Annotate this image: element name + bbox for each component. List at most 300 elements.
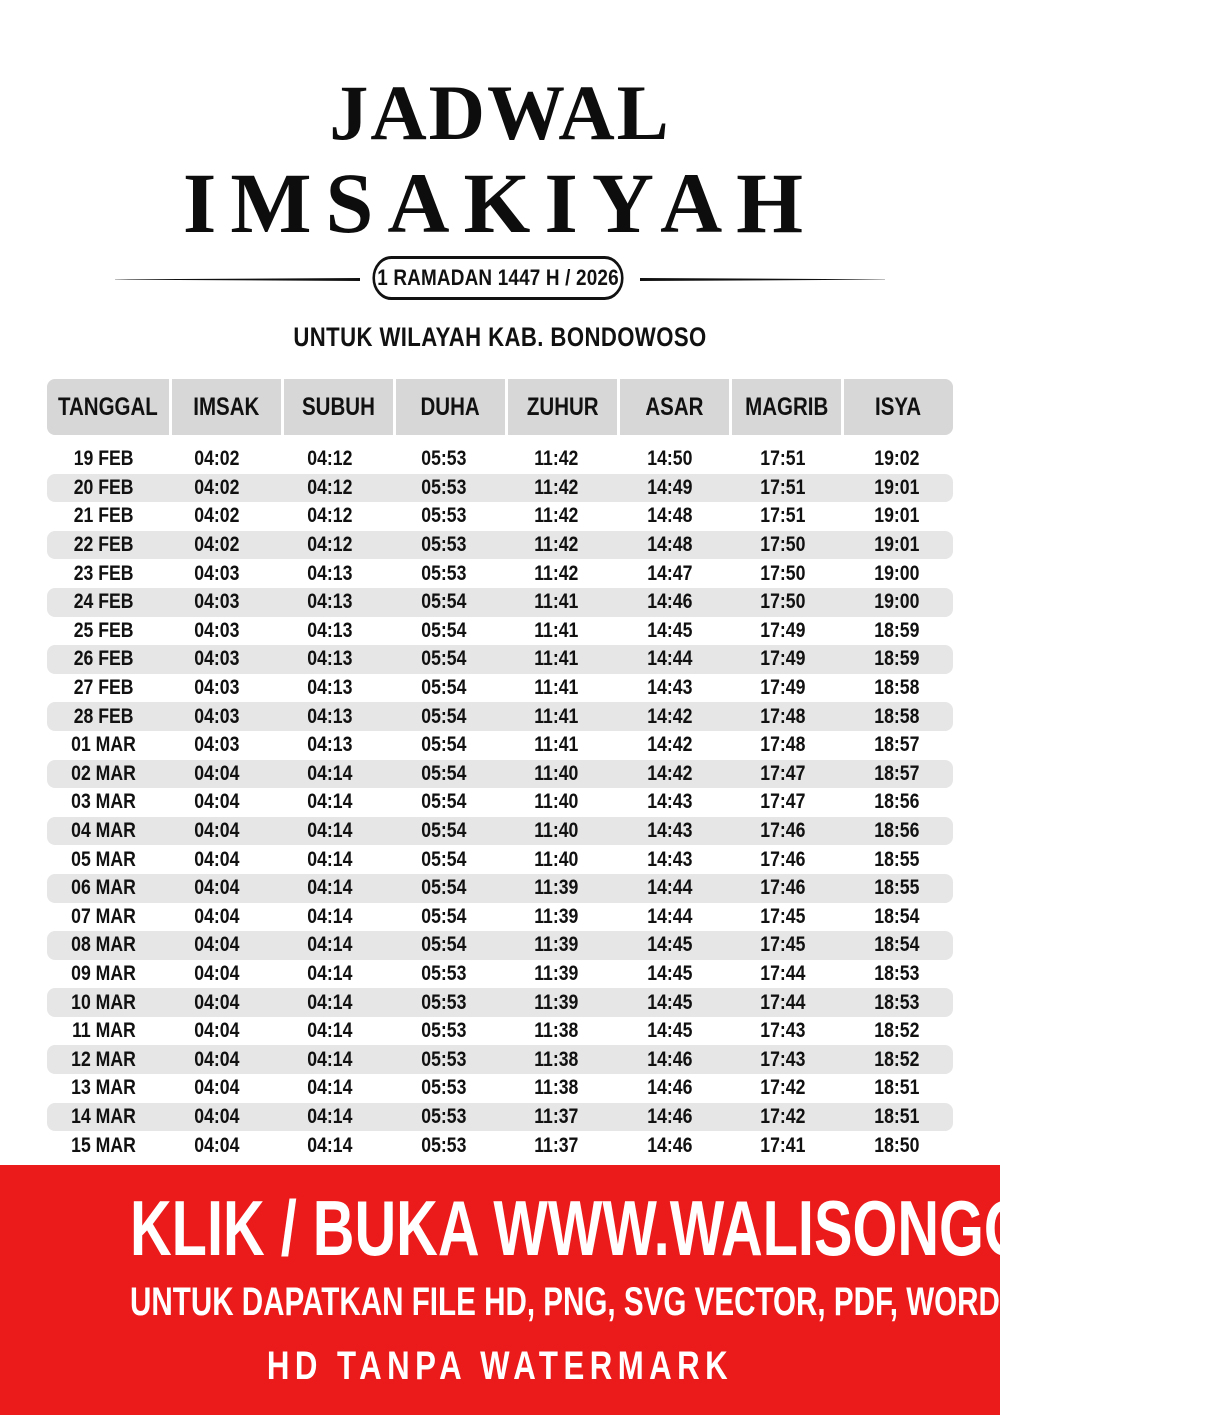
table-row [47,588,953,617]
cell-value: 14:46 [647,1047,693,1071]
cell-value: 14:42 [647,733,693,757]
cell-tanggal [47,676,160,700]
cell-subuh [274,762,387,786]
cell-tanggal [47,1048,160,1072]
cell-duha [387,590,500,614]
cell-subuh [274,905,387,929]
cell-isya [840,790,953,814]
cell-value: 04:12 [307,533,353,557]
cell-value: 17:45 [760,904,806,928]
cell-subuh [274,619,387,643]
table-row [47,1045,953,1074]
cell-value: 11:41 [534,733,579,757]
cell-tanggal [47,733,160,757]
cell-value: 04:04 [194,990,240,1014]
column-header-label: TANGGAL [57,392,158,421]
cell-value: 04:04 [194,847,240,871]
cell-value: 14:45 [647,990,693,1014]
table-row [47,845,953,874]
cell-zuhur [500,476,613,500]
cell-value: 05:54 [420,819,466,843]
cell-value: 17:47 [760,761,806,785]
cell-asar [613,991,726,1015]
cell-magrib [727,705,840,729]
cell-value: 11:40 [534,847,579,871]
cell-value: 04:14 [307,1047,353,1071]
cell-value: 14:42 [647,761,693,785]
cell-asar [613,447,726,471]
cell-value: 04:14 [307,1133,353,1157]
cell-imsak [160,705,273,729]
cell-tanggal [47,476,160,500]
cell-magrib [727,1048,840,1072]
table-row [47,474,953,503]
cell-isya [840,590,953,614]
cell-isya [840,991,953,1015]
table-row [47,788,953,817]
cell-value: 04:04 [194,961,240,985]
cell-value: 11:38 [534,1047,579,1071]
cell-asar [613,676,726,700]
cell-value: 14 MAR [71,1104,136,1128]
column-header-asar [617,379,729,435]
cell-value: 11:39 [534,933,579,957]
cell-magrib [727,733,840,757]
cell-isya [840,676,953,700]
table-row [47,702,953,731]
cell-value: 18:59 [873,647,919,671]
cell-zuhur [500,562,613,586]
cell-asar [613,933,726,957]
column-header-label: ZUHUR [526,392,599,421]
cell-asar [613,733,726,757]
cell-value: 17:41 [760,1133,806,1157]
cell-value: 19 FEB [73,447,134,471]
cell-tanggal [47,991,160,1015]
cell-value: 11:42 [534,475,579,499]
cell-value: 13 MAR [71,1076,136,1100]
cell-value: 05:54 [420,647,466,671]
cell-zuhur [500,790,613,814]
cell-magrib [727,619,840,643]
table-row [47,1017,953,1046]
cell-magrib [727,676,840,700]
cell-value: 18:51 [873,1104,919,1128]
cell-zuhur [500,905,613,929]
cell-asar [613,876,726,900]
cell-tanggal [47,705,160,729]
cell-value: 05:53 [420,447,466,471]
cell-duha [387,562,500,586]
cell-tanggal [47,619,160,643]
cell-asar [613,647,726,671]
cell-value: 17:46 [760,847,806,871]
cell-asar [613,504,726,528]
cell-zuhur [500,876,613,900]
cell-value: 05:53 [420,533,466,557]
cell-value: 18:57 [873,733,919,757]
cell-imsak [160,905,273,929]
cell-subuh [274,562,387,586]
cell-value: 18:56 [873,819,919,843]
cell-value: 11:42 [534,447,579,471]
table-row [47,445,953,474]
cell-value: 11:38 [534,1019,579,1043]
cell-subuh [274,590,387,614]
cell-value: 05:53 [420,561,466,585]
cell-zuhur [500,447,613,471]
cell-value: 17:51 [760,504,806,528]
cell-value: 05:53 [420,1047,466,1071]
ramadan-year-badge: 1 RAMADAN 1447 H / 2026 [372,256,623,300]
cell-value: 05:54 [420,590,466,614]
cell-value: 05:54 [420,761,466,785]
cell-magrib [727,848,840,872]
cell-value: 11:41 [534,676,579,700]
cell-tanggal [47,876,160,900]
cell-duha [387,991,500,1015]
cell-value: 18:59 [873,618,919,642]
cell-value: 04:03 [194,590,240,614]
cell-value: 04:04 [194,904,240,928]
cell-zuhur [500,676,613,700]
cell-value: 04:12 [307,447,353,471]
cell-asar [613,533,726,557]
cell-value: 04:14 [307,1019,353,1043]
table-row [47,960,953,989]
cell-tanggal [47,504,160,528]
cell-value: 11 MAR [71,1019,136,1043]
cell-value: 01 MAR [71,733,136,757]
column-header-label: IMSAK [193,392,260,421]
cell-asar [613,790,726,814]
cell-tanggal [47,590,160,614]
cell-value: 04:04 [194,1076,240,1100]
cell-tanggal [47,933,160,957]
cell-imsak [160,962,273,986]
cell-value: 11:40 [534,819,579,843]
cell-value: 04:04 [194,1104,240,1128]
cell-value: 04:14 [307,847,353,871]
cell-value: 18:53 [873,990,919,1014]
cell-value: 14:44 [647,876,693,900]
cell-magrib [727,991,840,1015]
cell-magrib [727,876,840,900]
column-header-isya [841,379,953,435]
column-header-zuhur [505,379,617,435]
cell-value: 18:54 [873,904,919,928]
cell-subuh [274,733,387,757]
cell-value: 14:45 [647,933,693,957]
table-row [47,731,953,760]
cell-value: 14:43 [647,819,693,843]
cell-isya [840,1105,953,1129]
table-row [47,1074,953,1103]
cell-value: 18:55 [873,876,919,900]
cell-imsak [160,933,273,957]
cell-tanggal [47,790,160,814]
cell-value: 11:39 [534,990,579,1014]
banner-subline: UNTUK DAPATKAN FILE HD, PNG, SVG VECTOR, PDF, WORD, EXCEL [130,1280,1116,1324]
cell-zuhur [500,504,613,528]
cell-asar [613,819,726,843]
cell-value: 17:45 [760,933,806,957]
cell-value: 04:04 [194,933,240,957]
cell-tanggal [47,1076,160,1100]
cell-value: 17:51 [760,475,806,499]
cell-zuhur [500,1048,613,1072]
cell-value: 14:46 [647,590,693,614]
region-subtitle: UNTUK WILAYAH KAB. BONDOWOSO [293,322,707,352]
cell-magrib [727,647,840,671]
cell-value: 04:02 [194,475,240,499]
page-title-line2: IMSAKIYAH [182,155,818,251]
table-row [47,988,953,1017]
cell-duha [387,848,500,872]
cell-asar [613,905,726,929]
cell-value: 19:02 [873,447,919,471]
table-row [47,874,953,903]
cell-subuh [274,1076,387,1100]
cell-value: 05:53 [420,475,466,499]
cell-asar [613,1076,726,1100]
cell-imsak [160,504,273,528]
cell-value: 17:44 [760,961,806,985]
cell-value: 17:50 [760,533,806,557]
cell-value: 04:03 [194,561,240,585]
cell-value: 24 FEB [73,590,134,614]
cell-value: 04:14 [307,1104,353,1128]
cell-value: 17:43 [760,1019,806,1043]
column-header-subuh [281,379,393,435]
cell-subuh [274,1105,387,1129]
cell-value: 04:04 [194,819,240,843]
cell-value: 28 FEB [73,704,134,728]
table-row [47,760,953,789]
cell-value: 11:37 [534,1104,579,1128]
cell-isya [840,1076,953,1100]
cell-asar [613,562,726,586]
cell-value: 14:48 [647,504,693,528]
cell-value: 04:13 [307,676,353,700]
cell-tanggal [47,1105,160,1129]
cell-subuh [274,647,387,671]
cell-zuhur [500,1076,613,1100]
cell-duha [387,790,500,814]
cell-value: 17:49 [760,647,806,671]
cell-tanggal [47,819,160,843]
cell-isya [840,848,953,872]
cell-imsak [160,647,273,671]
cell-value: 19:00 [873,590,919,614]
cell-value: 05:53 [420,1133,466,1157]
cell-subuh [274,533,387,557]
page-title-line1: JADWAL [329,69,671,156]
cell-asar [613,962,726,986]
table-row [47,903,953,932]
cell-value: 18:58 [873,676,919,700]
cell-zuhur [500,1019,613,1043]
cell-value: 14:47 [647,561,693,585]
cell-value: 14:46 [647,1133,693,1157]
cell-value: 17:46 [760,819,806,843]
cell-subuh [274,1048,387,1072]
cell-tanggal [47,447,160,471]
cell-magrib [727,933,840,957]
cell-zuhur [500,762,613,786]
cell-isya [840,533,953,557]
cell-value: 25 FEB [73,618,134,642]
cell-value: 05:54 [420,676,466,700]
cell-value: 04:14 [307,790,353,814]
cell-value: 11:40 [534,761,579,785]
cell-value: 09 MAR [71,961,136,985]
column-header-label: SUBUH [301,392,375,421]
cell-value: 04:14 [307,961,353,985]
cell-magrib [727,1105,840,1129]
cell-duha [387,762,500,786]
column-header-label: MAGRIB [744,392,828,421]
cell-magrib [727,762,840,786]
cell-duha [387,533,500,557]
cell-value: 04:04 [194,790,240,814]
cell-duha [387,1076,500,1100]
cell-tanggal [47,848,160,872]
column-header-tanggal [47,379,169,435]
cell-value: 14:43 [647,847,693,871]
cell-value: 05:54 [420,733,466,757]
cell-zuhur [500,848,613,872]
cell-value: 19:01 [873,475,919,499]
cell-isya [840,762,953,786]
cell-imsak [160,733,273,757]
cell-zuhur [500,647,613,671]
table-row [47,817,953,846]
cell-imsak [160,876,273,900]
cell-value: 04:04 [194,876,240,900]
cell-tanggal [47,533,160,557]
cell-imsak [160,848,273,872]
cell-imsak [160,476,273,500]
cell-duha [387,819,500,843]
cell-value: 11:39 [534,904,579,928]
cell-value: 07 MAR [71,904,136,928]
cell-value: 04:04 [194,1047,240,1071]
cell-imsak [160,1134,273,1158]
cell-value: 02 MAR [71,761,136,785]
cell-value: 04:03 [194,733,240,757]
cell-duha [387,733,500,757]
cell-asar [613,476,726,500]
cell-value: 17:48 [760,733,806,757]
cell-duha [387,647,500,671]
cell-imsak [160,790,273,814]
cell-magrib [727,1076,840,1100]
cell-value: 14:45 [647,1019,693,1043]
cell-tanggal [47,905,160,929]
cell-value: 11:41 [534,704,579,728]
cell-value: 05:54 [420,790,466,814]
cell-value: 19:01 [873,533,919,557]
cell-isya [840,1019,953,1043]
cell-value: 04:03 [194,704,240,728]
cell-value: 18:55 [873,847,919,871]
cell-value: 04:03 [194,647,240,671]
cell-value: 17:44 [760,990,806,1014]
cell-zuhur [500,705,613,729]
cell-magrib [727,447,840,471]
cell-subuh [274,933,387,957]
cell-value: 04:13 [307,704,353,728]
cell-value: 14:44 [647,647,693,671]
cell-value: 04:02 [194,533,240,557]
cell-value: 05 MAR [71,847,136,871]
cell-duha [387,619,500,643]
cell-zuhur [500,619,613,643]
cell-value: 04:12 [307,475,353,499]
cell-duha [387,705,500,729]
column-header-magrib [729,379,841,435]
cell-value: 04:03 [194,676,240,700]
cell-value: 14:46 [647,1104,693,1128]
cell-zuhur [500,733,613,757]
cell-magrib [727,533,840,557]
cell-isya [840,1048,953,1072]
cell-magrib [727,790,840,814]
cell-value: 04:14 [307,904,353,928]
cell-value: 14:48 [647,533,693,557]
cell-duha [387,1019,500,1043]
cell-value: 19:00 [873,561,919,585]
promo-banner [0,1165,1205,1415]
cell-subuh [274,705,387,729]
cell-value: 18:51 [873,1076,919,1100]
cell-subuh [274,819,387,843]
cell-value: 18:54 [873,933,919,957]
cell-isya [840,705,953,729]
cell-asar [613,762,726,786]
cell-value: 04:12 [307,504,353,528]
cell-value: 11:37 [534,1133,579,1157]
cell-subuh [274,504,387,528]
column-header-label: ASAR [645,392,704,421]
cell-imsak [160,1105,273,1129]
cell-value: 04 MAR [71,819,136,843]
cell-duha [387,1134,500,1158]
cell-value: 17:43 [760,1047,806,1071]
cell-value: 11:39 [534,961,579,985]
cell-tanggal [47,1134,160,1158]
cell-value: 05:53 [420,1019,466,1043]
table-row [47,931,953,960]
cell-magrib [727,905,840,929]
banner-headline: KLIK / BUKA WWW.WALISONGO.CO.ID [130,1184,1205,1272]
cell-duha [387,504,500,528]
cell-isya [840,476,953,500]
cell-asar [613,705,726,729]
cell-asar [613,1105,726,1129]
cell-duha [387,447,500,471]
cell-value: 18:58 [873,704,919,728]
cell-value: 14:50 [647,447,693,471]
cell-value: 27 FEB [73,676,134,700]
cell-value: 04:03 [194,618,240,642]
cell-value: 12 MAR [71,1047,136,1071]
table-row [47,674,953,703]
cell-value: 14:46 [647,1076,693,1100]
cell-value: 05:53 [420,961,466,985]
cell-subuh [274,848,387,872]
